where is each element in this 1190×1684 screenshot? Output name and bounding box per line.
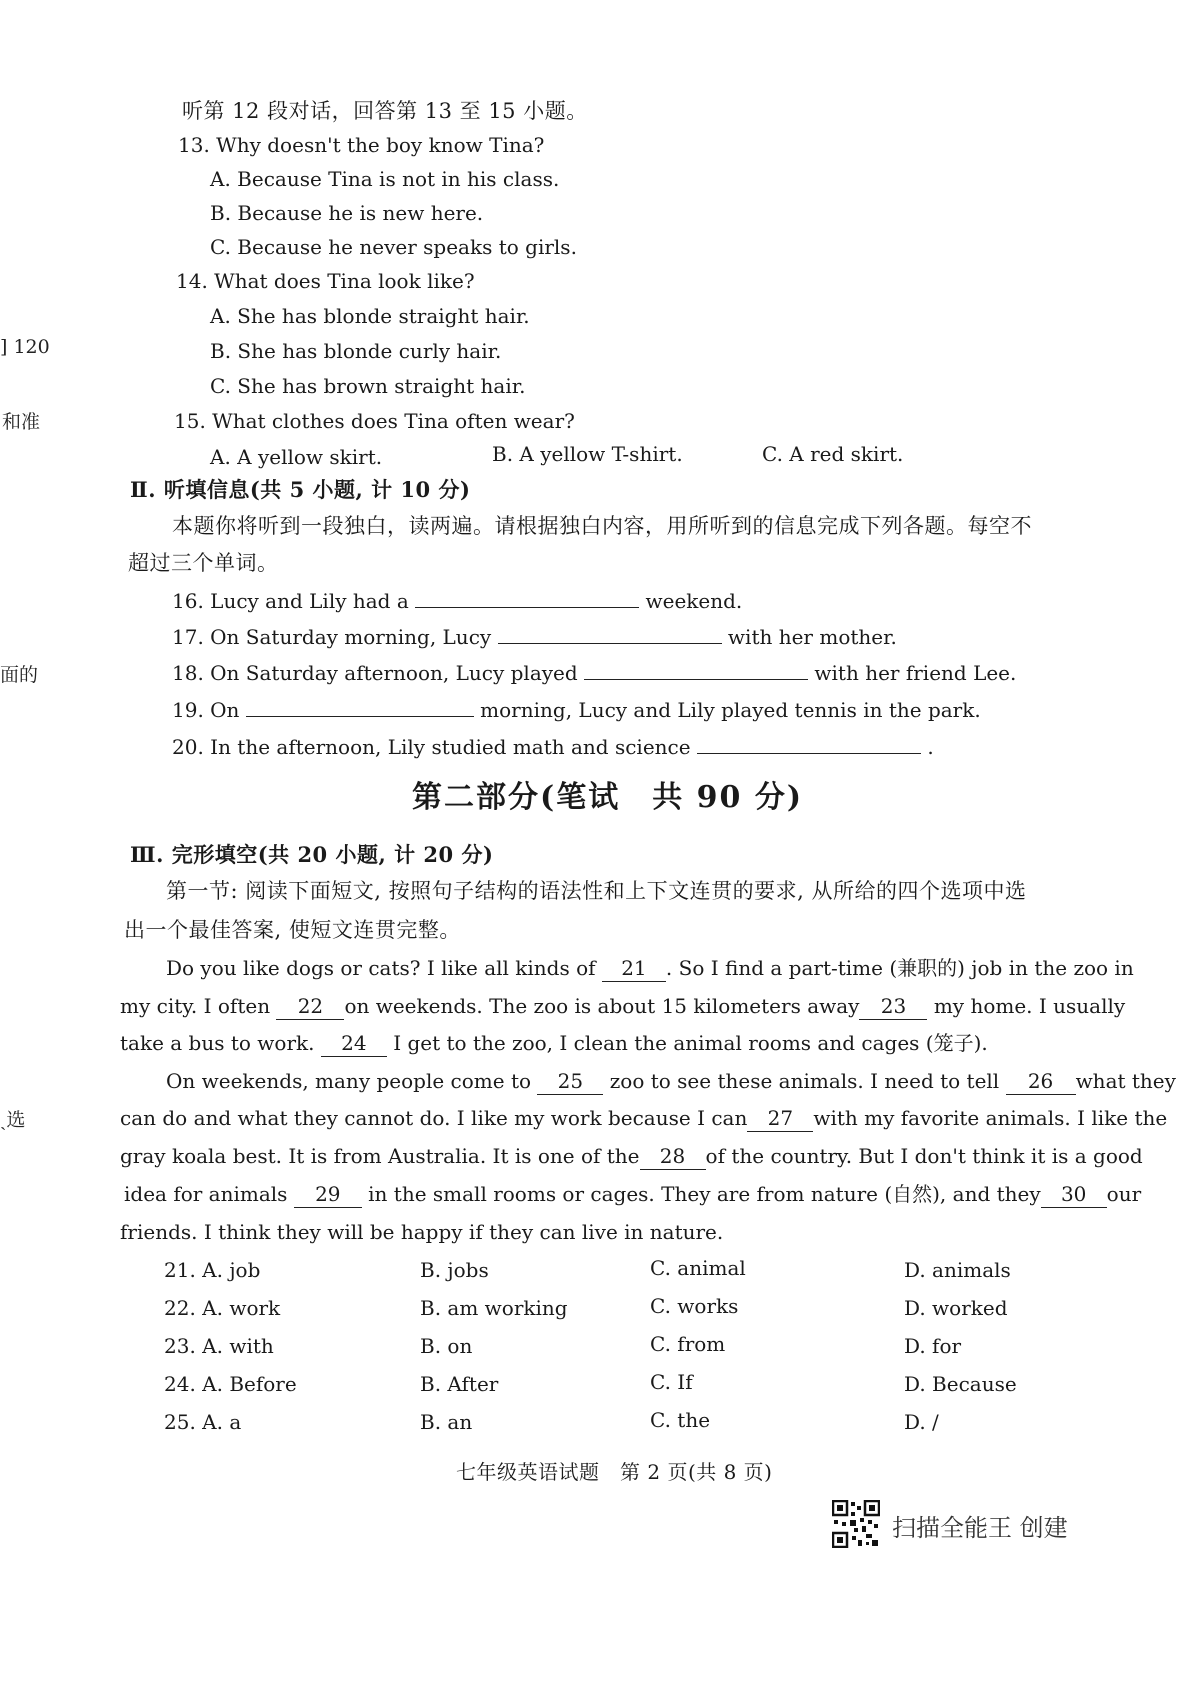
- option-21-d: D. animals: [904, 1258, 1011, 1282]
- question-19-tail: morning, Lucy and Lily played tennis in the park.: [480, 698, 981, 722]
- question-13-option-b: B. Because he is new here.: [210, 201, 484, 225]
- cloze-blank-26[interactable]: 26: [1006, 1068, 1076, 1095]
- passage-text: gray koala best. It is from Australia. It is one of the: [120, 1144, 640, 1168]
- question-14-stem: 14. What does Tina look like?: [176, 269, 475, 293]
- cloze-blank-23[interactable]: 23: [859, 993, 927, 1020]
- option-23-b: B. on: [420, 1334, 473, 1358]
- cloze-blank-25[interactable]: 25: [537, 1068, 603, 1095]
- answer-blank-18[interactable]: [584, 659, 808, 680]
- passage-text: with my favorite animals. I like the: [813, 1106, 1168, 1130]
- margin-fragment: 面的: [0, 664, 39, 686]
- passage-text: of the country. But I don't think it is a good: [705, 1144, 1143, 1168]
- passage-text: what they: [1075, 1069, 1176, 1093]
- option-25-d: D. /: [904, 1410, 939, 1434]
- scanner-watermark: 扫描全能王 创建: [892, 1514, 1068, 1542]
- option-21-c: C. animal: [650, 1256, 746, 1280]
- cloze-blank-30[interactable]: 30: [1041, 1181, 1107, 1208]
- passage-text: my city. I often: [120, 994, 271, 1018]
- option-21-a: 21. A. job: [164, 1258, 261, 1282]
- passage-text: can do and what they cannot do. I like my work because I can: [120, 1106, 748, 1130]
- question-15-option-b: B. A yellow T-shirt.: [492, 442, 683, 466]
- question-13-option-a: A. Because Tina is not in his class.: [210, 167, 560, 191]
- option-23-a: 23. A. with: [164, 1334, 274, 1358]
- option-24-b: B. After: [420, 1372, 499, 1396]
- answer-blank-17[interactable]: [498, 623, 722, 644]
- passage-line: [120, 993, 1125, 1020]
- qr-code-icon: [832, 1500, 880, 1548]
- question-17-tail: with her mother.: [727, 625, 897, 649]
- cloze-blank-24[interactable]: 24: [321, 1030, 387, 1057]
- cloze-blank-22[interactable]: 22: [276, 993, 344, 1020]
- option-23-c: C. from: [650, 1332, 726, 1356]
- page-footer: 七年级英语试题 第 2 页(共 8 页): [456, 1460, 773, 1484]
- margin-fragment: ] 120: [0, 336, 50, 358]
- question-18-tail: with her friend Lee.: [814, 661, 1017, 685]
- answer-blank-16[interactable]: [415, 587, 639, 608]
- option-21-b: B. jobs: [420, 1258, 489, 1282]
- passage-text: On weekends, many people come to: [166, 1069, 532, 1093]
- question-16: [172, 587, 742, 614]
- section-3-title: Ⅲ. 完形填空(共 20 小题, 计 20 分): [130, 842, 494, 867]
- passage-text: take a bus to work.: [120, 1031, 315, 1055]
- cloze-blank-29[interactable]: 29: [294, 1181, 362, 1208]
- option-22-b: B. am working: [420, 1296, 568, 1320]
- passage-text: on weekends. The zoo is about 15 kilometers away: [344, 994, 860, 1018]
- question-14-option-c: C. She has brown straight hair.: [210, 374, 526, 398]
- option-22-c: C. works: [650, 1294, 739, 1318]
- question-15-option-c: C. A red skirt.: [762, 442, 904, 466]
- cloze-blank-28[interactable]: 28: [640, 1143, 706, 1170]
- answer-blank-20[interactable]: [697, 733, 921, 754]
- passage-text: I get to the zoo, I clean the animal rooms and cages (笼子).: [393, 1031, 988, 1055]
- listening-instruction: 听第 12 段对话，回答第 13 至 15 小题。: [182, 99, 588, 123]
- section-2-instruction: 本题你将听到一段独白，读两遍。请根据独白内容，用所听到的信息完成下列各题。每空不: [172, 514, 1032, 538]
- margin-fragment: 和准: [2, 411, 41, 433]
- question-20-text: 20. In the afternoon, Lily studied math and science: [172, 735, 691, 759]
- passage-text: . So I find a part-time (兼职的) job in the zoo in: [665, 956, 1134, 980]
- passage-line: friends. I think they will be happy if they can live in nature.: [120, 1220, 724, 1244]
- passage-line: [166, 1068, 1176, 1095]
- question-16-tail: weekend.: [645, 589, 743, 613]
- passage-line: [120, 1143, 1143, 1170]
- passage-line: [166, 955, 1134, 982]
- cloze-blank-21[interactable]: 21: [602, 955, 666, 982]
- option-22-a: 22. A. work: [164, 1296, 281, 1320]
- passage-text: idea for animals: [124, 1182, 288, 1206]
- option-22-d: D. worked: [904, 1296, 1008, 1320]
- question-17-text: 17. On Saturday morning, Lucy: [172, 625, 492, 649]
- question-19: [172, 696, 981, 723]
- answer-blank-19[interactable]: [246, 696, 474, 717]
- margin-fragment: ˎ选: [0, 1109, 26, 1131]
- option-24-a: 24. A. Before: [164, 1372, 297, 1396]
- section-2-instruction-cont: 超过三个单词。: [128, 551, 279, 575]
- question-18: [172, 659, 1016, 686]
- option-24-c: C. If: [650, 1370, 693, 1394]
- question-15-option-a: A. A yellow skirt.: [210, 445, 383, 469]
- question-20-tail: .: [927, 735, 934, 759]
- question-14-option-a: A. She has blonde straight hair.: [210, 304, 530, 328]
- part-2-title: 第二部分(笔试 共 90 分): [412, 780, 804, 815]
- cloze-blank-27[interactable]: 27: [747, 1105, 813, 1132]
- passage-text: Do you like dogs or cats? I like all kinds of: [166, 956, 596, 980]
- question-15-stem: 15. What clothes does Tina often wear?: [174, 409, 575, 433]
- question-18-text: 18. On Saturday afternoon, Lucy played: [172, 661, 578, 685]
- question-16-text: 16. Lucy and Lily had a: [172, 589, 409, 613]
- passage-line: [120, 1105, 1167, 1132]
- question-19-text: 19. On: [172, 698, 240, 722]
- option-23-d: D. for: [904, 1334, 962, 1358]
- passage-text: my home. I usually: [933, 994, 1126, 1018]
- section-2-title: Ⅱ. 听填信息(共 5 小题, 计 10 分): [130, 477, 471, 502]
- passage-line: [120, 1030, 988, 1057]
- option-25-a: 25. A. a: [164, 1410, 242, 1434]
- passage-text: in the small rooms or cages. They are from nature (自然), and they: [368, 1182, 1041, 1206]
- passage-text: zoo to see these animals. I need to tell: [609, 1069, 1000, 1093]
- passage-line: [124, 1181, 1141, 1208]
- question-17: [172, 623, 897, 650]
- question-13-stem: 13. Why doesn't the boy know Tina?: [178, 133, 545, 157]
- option-25-c: C. the: [650, 1408, 711, 1432]
- section-3-instruction-cont: 出一个最佳答案, 使短文连贯完整。: [124, 918, 461, 942]
- option-25-b: B. an: [420, 1410, 473, 1434]
- question-20: [172, 733, 934, 760]
- passage-text: our: [1106, 1182, 1142, 1206]
- question-14-option-b: B. She has blonde curly hair.: [210, 339, 502, 363]
- section-3-instruction: 第一节: 阅读下面短文, 按照句子结构的语法性和上下文连贯的要求, 从所给的四个选项中选: [166, 879, 1027, 903]
- option-24-d: D. Because: [904, 1372, 1017, 1396]
- question-13-option-c: C. Because he never speaks to girls.: [210, 235, 577, 259]
